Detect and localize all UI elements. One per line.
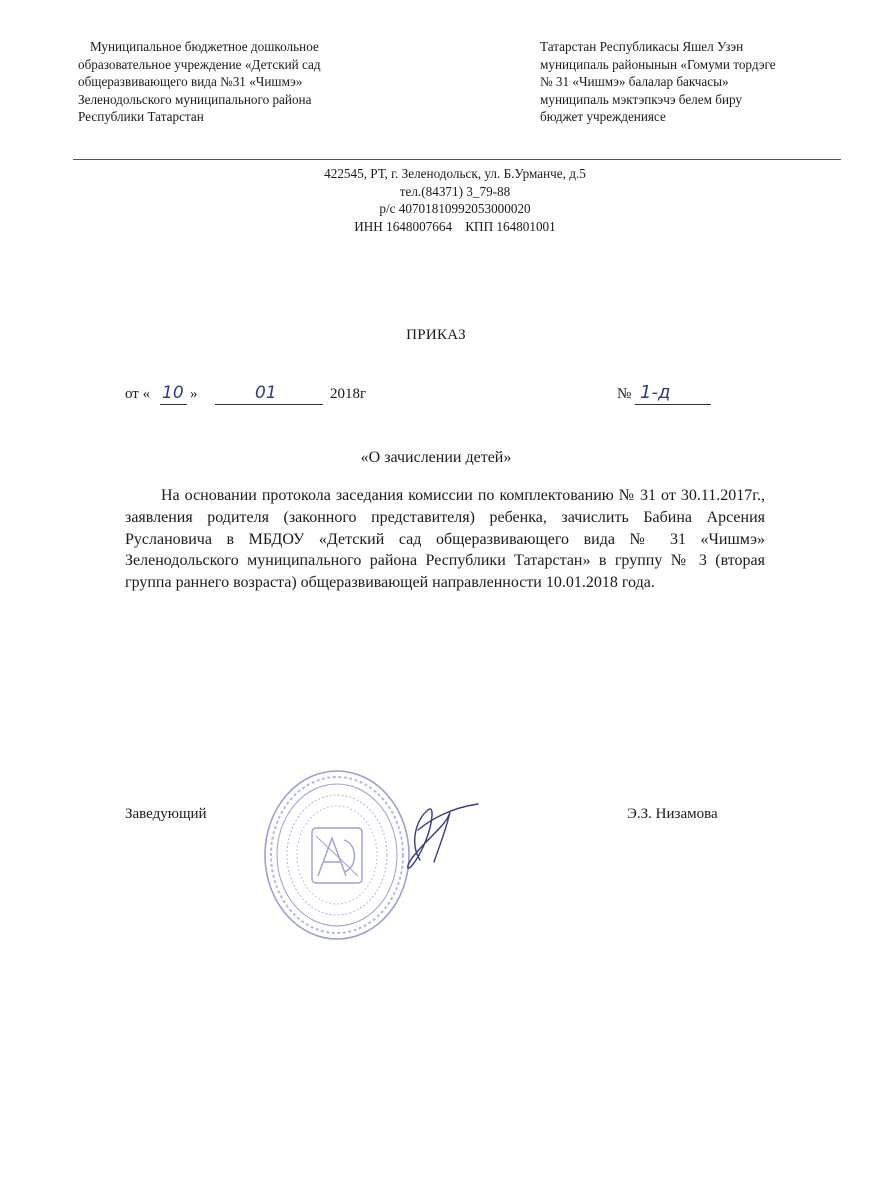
order-body: На основании протокола заседания комиссии по комплектованию № 31 от 30.11.2017г., заявления родителя (законного представителя) ребенка, зачислить Бабина Арсения Руслановича в МБДОУ «Детский сад общеразвивающего вида № 31 «Чишмэ» Зеленодольского муниципального района Республики Татарстан» в группу № 3 (вторая группа раннего возраста) общеразвивающей направленности 10.01.2018 года. <box>125 487 765 592</box>
address-block <box>230 165 680 235</box>
date-prefix: от « <box>125 386 151 402</box>
order-subject: «О зачислении детей» <box>360 449 512 466</box>
header-right-line: бюджет учреждениясе <box>540 109 666 124</box>
signer-name: Э.З. Низамова <box>627 806 718 822</box>
account-line: р/с 40701810992053000020 <box>379 201 531 216</box>
address-line: 422545, РТ, г. Зеленодольск, ул. Б.Урманче, д.5 <box>324 166 586 181</box>
date-mid: » <box>190 386 198 402</box>
order-number-handwritten: 1-д <box>640 382 671 403</box>
header-divider <box>73 159 841 160</box>
order-number-prefix: № <box>617 386 632 402</box>
header-left-line: Республики Татарстан <box>78 109 204 124</box>
order-number-underline <box>635 404 711 405</box>
header-left-line: общеразвивающего вида №31 «Чишмэ» <box>78 74 303 89</box>
tax-ids-line <box>230 218 680 236</box>
date-day-underline <box>160 404 187 405</box>
handwritten-signature <box>390 790 480 880</box>
header-right-line: № 31 «Чишмэ» балалар бакчасы» <box>540 74 729 89</box>
header-left-line: Муниципальное бюджетное дошкольное <box>90 39 319 54</box>
signer-position: Заведующий <box>125 806 207 822</box>
header-left-line: Зеленодольского муниципального района <box>78 91 312 107</box>
date-day-handwritten: 10 <box>162 383 184 403</box>
header-right-line: муниципаль мэктэпкэчэ белем биру <box>540 91 743 107</box>
header-left-organization <box>78 38 408 126</box>
header-right-line: муниципаль районынын «Гомуми тордэге <box>540 56 776 72</box>
date-year: 2018г <box>330 386 367 402</box>
date-month-underline <box>215 404 323 405</box>
header-right-organization <box>540 38 860 126</box>
kpp-value: КПП 164801001 <box>465 218 556 234</box>
header-right-line: Татарстан Республикасы Яшел Узэн <box>540 39 744 54</box>
phone-line: тел.(84371) 3_79-88 <box>399 183 511 199</box>
header-left-line: образовательное учреждение «Детский сад <box>78 56 321 72</box>
date-month-handwritten: 01 <box>255 383 277 403</box>
document-title: ПРИКАЗ <box>406 327 466 343</box>
inn-value: ИНН 1648007664 <box>354 218 453 234</box>
